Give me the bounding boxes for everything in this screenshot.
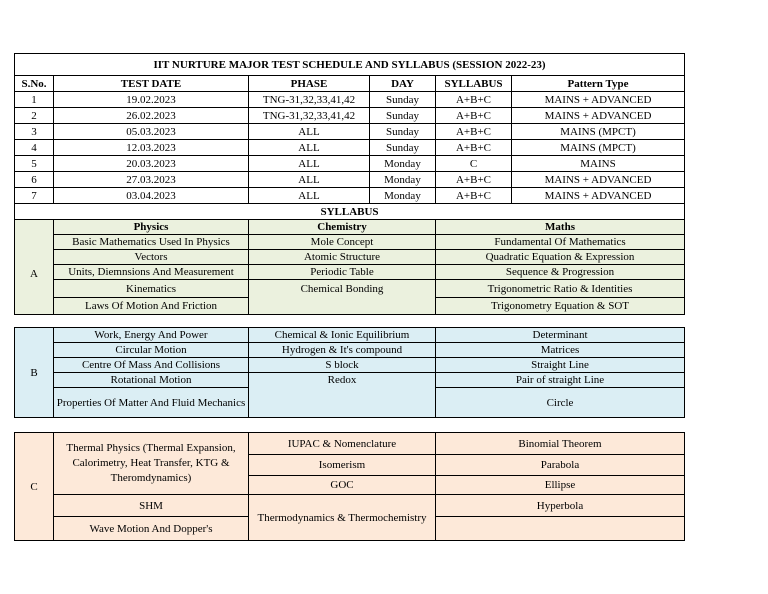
topic-chemistry: Hydrogen & It's compound: [249, 343, 436, 358]
topic-maths: Binomial Theorem: [436, 433, 685, 455]
header-syllabus: SYLLABUS: [436, 76, 512, 92]
empty-cell: [436, 517, 685, 541]
table-row: [15, 92, 685, 108]
section-c-label: C: [15, 433, 54, 541]
table-row: [15, 156, 685, 172]
topic-maths: Circle: [436, 388, 685, 418]
section-b-label: B: [15, 328, 54, 418]
topic-maths: Matrices: [436, 343, 685, 358]
cell-syllabus: A+B+C: [436, 92, 512, 108]
header-sno: S.No.: [15, 76, 54, 92]
topic-maths: Determinant: [436, 328, 685, 343]
cell-phase: TNG-31,32,33,41,42: [249, 108, 370, 124]
cell-phase: ALL: [249, 156, 370, 172]
cell-test-date: 05.03.2023: [54, 124, 249, 140]
table-row: [15, 188, 685, 204]
cell-test-date: 26.02.2023: [54, 108, 249, 124]
subject-physics: Physics: [54, 220, 249, 235]
topic-maths: Hyperbola: [436, 495, 685, 517]
cell-pattern-type: MAINS + ADVANCED: [512, 172, 685, 188]
cell-sno: 1: [15, 92, 54, 108]
topic-chemistry: Redox: [249, 373, 436, 418]
topic-chemistry: Periodic Table: [249, 265, 436, 280]
topic-chemistry: Atomic Structure: [249, 250, 436, 265]
topic-physics: SHM: [54, 495, 249, 517]
cell-sno: 3: [15, 124, 54, 140]
cell-test-date: 19.02.2023: [54, 92, 249, 108]
topic-physics: Properties Of Matter And Fluid Mechanics: [54, 388, 249, 418]
cell-syllabus: A+B+C: [436, 108, 512, 124]
topic-maths: Quadratic Equation & Expression: [436, 250, 685, 265]
topic-chemistry: GOC: [249, 476, 436, 495]
table-row: [15, 172, 685, 188]
topic-physics: Laws Of Motion And Friction: [54, 298, 249, 315]
cell-phase: ALL: [249, 140, 370, 156]
topic-physics: Rotational Motion: [54, 373, 249, 388]
topic-chemistry: Chemical & Ionic Equilibrium: [249, 328, 436, 343]
header-phase: PHASE: [249, 76, 370, 92]
topic-physics: Wave Motion And Dopper's: [54, 517, 249, 541]
header-test-date: TEST DATE: [54, 76, 249, 92]
topic-chemistry: Chemical Bonding: [249, 280, 436, 315]
topic-physics: Circular Motion: [54, 343, 249, 358]
cell-pattern-type: MAINS + ADVANCED: [512, 108, 685, 124]
topic-maths: Straight Line: [436, 358, 685, 373]
cell-syllabus: A+B+C: [436, 124, 512, 140]
cell-pattern-type: MAINS + ADVANCED: [512, 188, 685, 204]
cell-pattern-type: MAINS + ADVANCED: [512, 92, 685, 108]
subject-maths: Maths: [436, 220, 685, 235]
cell-test-date: 27.03.2023: [54, 172, 249, 188]
cell-sno: 5: [15, 156, 54, 172]
table-row: [15, 108, 685, 124]
cell-phase: ALL: [249, 172, 370, 188]
schedule-sheet: [14, 53, 684, 541]
table-row: [15, 140, 685, 156]
cell-pattern-type: MAINS: [512, 156, 685, 172]
cell-phase: TNG-31,32,33,41,42: [249, 92, 370, 108]
cell-day: Sunday: [370, 92, 436, 108]
topic-chemistry: S block: [249, 358, 436, 373]
cell-test-date: 03.04.2023: [54, 188, 249, 204]
cell-syllabus: A+B+C: [436, 172, 512, 188]
topic-physics: Thermal Physics (Thermal Expansion, Calorimetry, Heat Transfer, KTG & Theromdynamics): [54, 433, 249, 495]
cell-day: Monday: [370, 172, 436, 188]
header-pattern-type: Pattern Type: [512, 76, 685, 92]
cell-pattern-type: MAINS (MPCT): [512, 124, 685, 140]
cell-day: Monday: [370, 156, 436, 172]
topic-maths: Trigonometric Ratio & Identities: [436, 280, 685, 298]
cell-syllabus: A+B+C: [436, 188, 512, 204]
syllabus-title: SYLLABUS: [15, 204, 685, 220]
cell-phase: ALL: [249, 124, 370, 140]
header-day: DAY: [370, 76, 436, 92]
topic-physics: Kinematics: [54, 280, 249, 298]
topic-physics: Basic Mathematics Used In Physics: [54, 235, 249, 250]
topic-maths: Parabola: [436, 455, 685, 476]
topic-maths: Trigonometry Equation & SOT: [436, 298, 685, 315]
cell-day: Sunday: [370, 140, 436, 156]
topic-physics: Vectors: [54, 250, 249, 265]
topic-chemistry: IUPAC & Nomenclature: [249, 433, 436, 455]
cell-sno: 4: [15, 140, 54, 156]
topic-maths: Ellipse: [436, 476, 685, 495]
topic-maths: Fundamental Of Mathematics: [436, 235, 685, 250]
topic-maths: Sequence & Progression: [436, 265, 685, 280]
cell-day: Sunday: [370, 124, 436, 140]
topic-physics: Work, Energy And Power: [54, 328, 249, 343]
subject-chemistry: Chemistry: [249, 220, 436, 235]
cell-phase: ALL: [249, 188, 370, 204]
cell-sno: 6: [15, 172, 54, 188]
cell-day: Sunday: [370, 108, 436, 124]
cell-test-date: 20.03.2023: [54, 156, 249, 172]
schedule-title: IIT NURTURE MAJOR TEST SCHEDULE AND SYLLABUS (SESSION 2022-23): [15, 54, 685, 76]
topic-physics: Centre Of Mass And Collisions: [54, 358, 249, 373]
table-row: [15, 124, 685, 140]
cell-syllabus: A+B+C: [436, 140, 512, 156]
topic-chemistry: Isomerism: [249, 455, 436, 476]
syllabus-table: [14, 203, 685, 541]
cell-test-date: 12.03.2023: [54, 140, 249, 156]
cell-sno: 7: [15, 188, 54, 204]
cell-day: Monday: [370, 188, 436, 204]
section-a-label: A: [15, 235, 54, 315]
cell-syllabus: C: [436, 156, 512, 172]
schedule-table: [14, 53, 685, 204]
cell-sno: 2: [15, 108, 54, 124]
cell-pattern-type: MAINS (MPCT): [512, 140, 685, 156]
topic-physics: Units, Diemnsions And Measurement: [54, 265, 249, 280]
topic-chemistry: Thermodynamics & Thermochemistry: [249, 495, 436, 541]
topic-chemistry: Mole Concept: [249, 235, 436, 250]
topic-maths: Pair of straight Line: [436, 373, 685, 388]
